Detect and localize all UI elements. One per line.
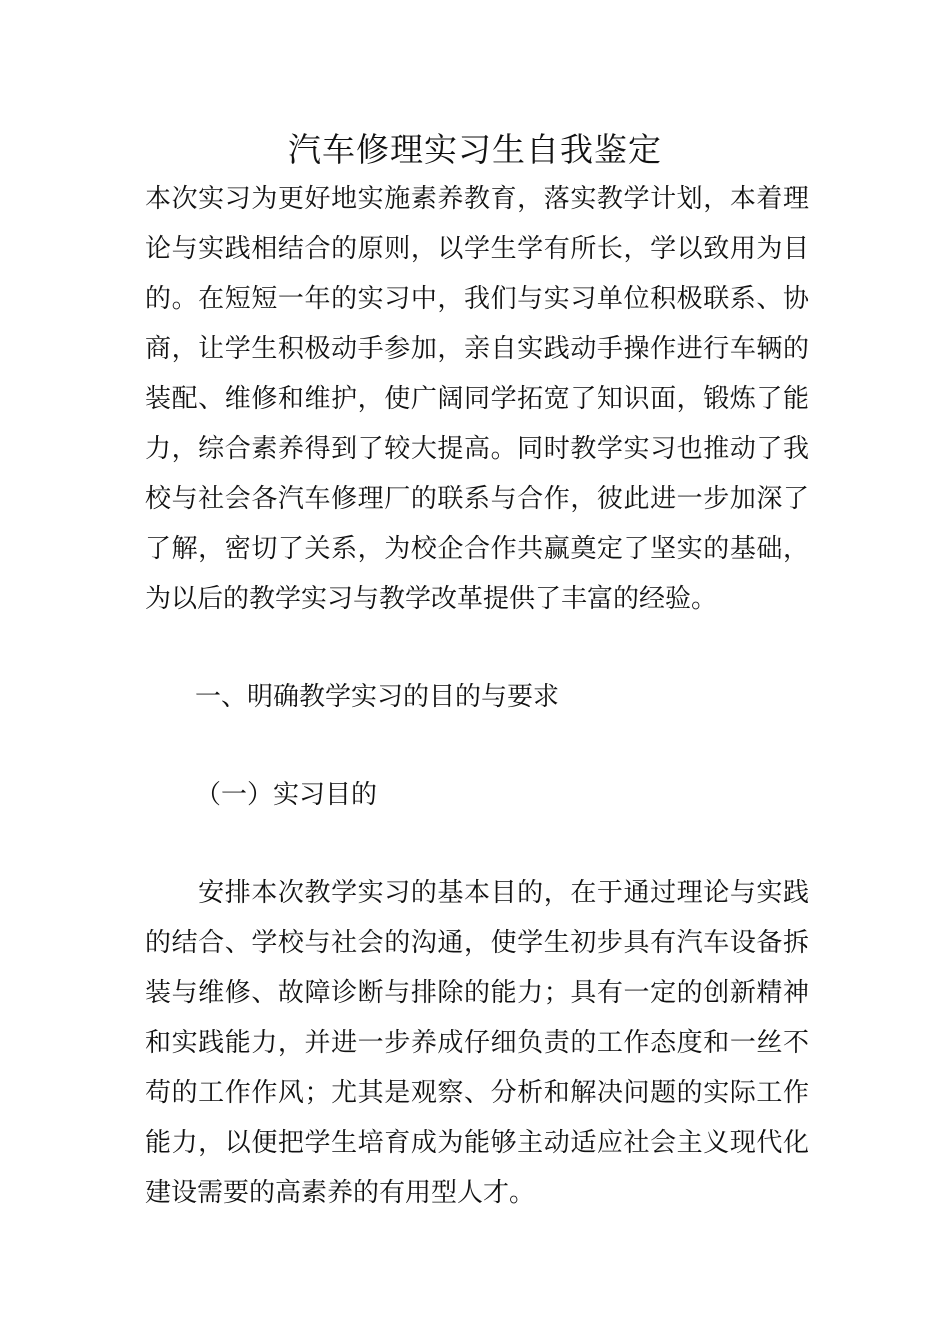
intro-line: 的。在短短一年的实习中，我们与实习单位积极联系、协 [145,284,809,314]
intro-paragraph [145,174,809,624]
purpose-line: 和实践能力，并进一步养成仔细负责的工作态度和一丝不 [145,1028,809,1058]
intro-line: 装配、维修和维护，使广阔同学拓宽了知识面，锻炼了能 [145,384,809,414]
purpose-line: 建设需要的高素养的有用型人才。 [145,1178,536,1208]
subsection-heading: （一）实习目的 [195,780,378,810]
document-title: 汽车修理实习生自我鉴定 [288,130,662,169]
intro-line: 校与社会各汽车修理厂的联系与合作，彼此进一步加深了 [145,484,809,514]
intro-line: 本次实习为更好地实施素养教育，落实教学计划，本着理 [145,184,809,214]
purpose-line: 安排本次教学实习的基本目的，在于通过理论与实践 [145,878,809,908]
purpose-line: 能力，以便把学生培育成为能够主动适应社会主义现代化 [145,1128,809,1158]
purpose-line: 苟的工作作风；尤其是观察、分析和解决问题的实际工作 [145,1078,809,1108]
purpose-paragraph [145,868,809,1218]
intro-line: 论与实践相结合的原则，以学生学有所长，学以致用为目 [145,234,809,264]
intro-line: 为以后的教学实习与教学改革提供了丰富的经验。 [145,584,718,614]
purpose-line: 的结合、学校与社会的沟通，使学生初步具有汽车设备拆 [145,928,809,958]
intro-line: 商，让学生积极动手参加，亲自实践动手操作进行车辆的 [145,334,809,364]
section-heading: 一、明确教学实习的目的与要求 [195,682,560,712]
intro-line: 了解，密切了关系，为校企合作共赢奠定了坚实的基础， [145,534,809,564]
intro-line: 力，综合素养得到了较大提高。同时教学实习也推动了我 [145,434,809,464]
purpose-line: 装与维修、故障诊断与排除的能力；具有一定的创新精神 [145,978,809,1008]
